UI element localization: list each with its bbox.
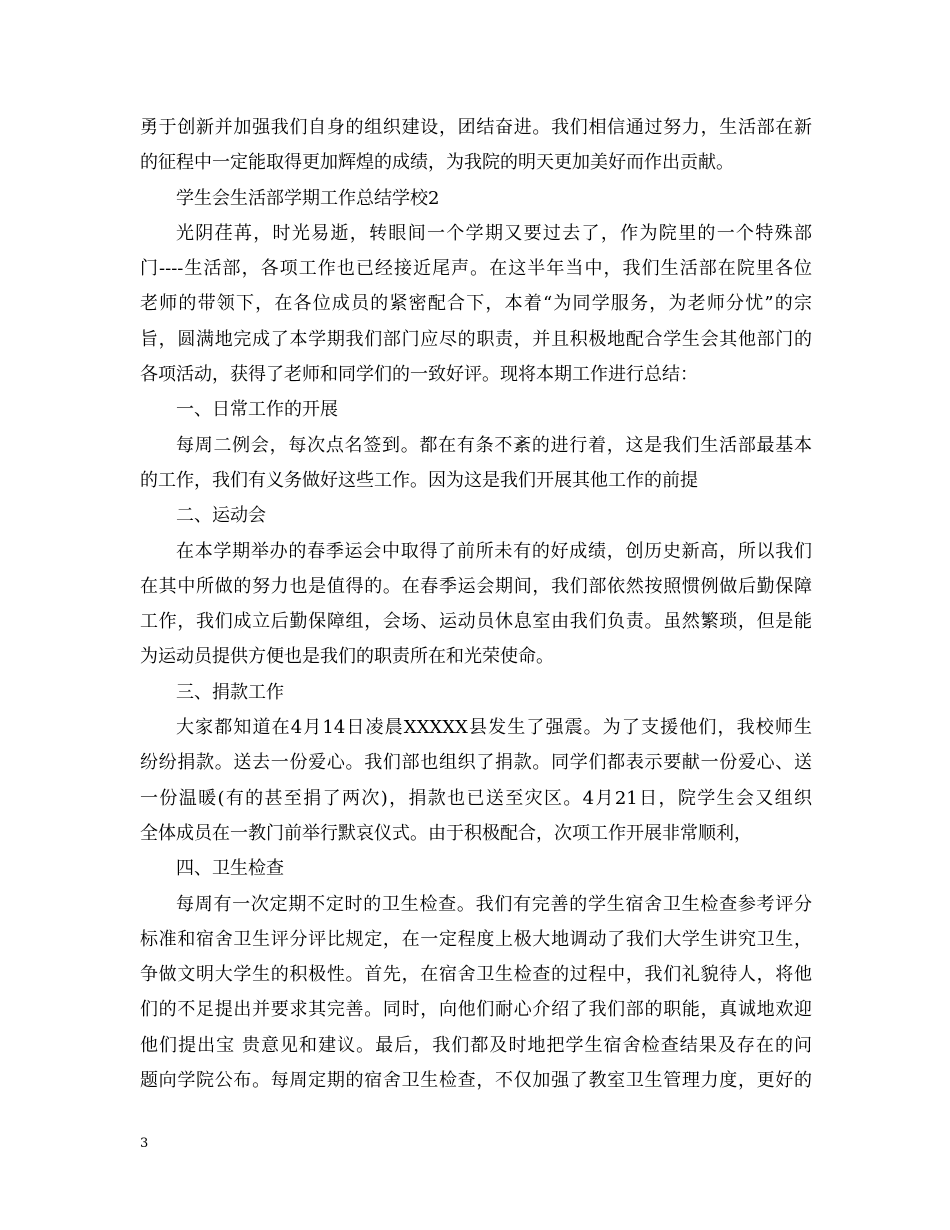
text-line: 全体成员在一教门前举行默哀仪式。由于积极配合，次项工作开展非常顺利， (140, 822, 752, 844)
text-line: 的工作，我们有义务做好这些工作。因为这是我们开展其他工作的前提 (140, 469, 698, 491)
text-line: 每周有一次定期不定时的卫生检查。我们有完善的学生宿舍卫生检查参考评分 (176, 893, 812, 915)
text-line: 光阴荏苒，时光易逝，转眼间一个学期又要过去了，作为院里的一个特殊部 (176, 222, 812, 244)
text-line: 旨，圆满地完成了本学期我们部门应尽的职责，并且积极地配合学生会其他部门的 (140, 328, 812, 350)
text-line: 在其中所做的努力也是值得的。在春季运会期间，我们部依然按照惯例做后勤保障 (140, 575, 812, 597)
text-line: 题向学院公布。每周定期的宿舍卫生检查，不仅加强了教室卫生管理力度，更好的 (140, 1070, 812, 1092)
text-line: 大家都知道在4月14日凌晨XXXXX县发生了强震。为了支援他们，我校师生 (176, 717, 812, 739)
page-number: 3 (140, 1136, 149, 1151)
text-line: 的征程中一定能取得更加辉煌的成绩，为我院的明天更加美好而作出贡献。 (140, 152, 734, 174)
text-line: 一、日常工作的开展 (176, 399, 338, 421)
text-line: 工作，我们成立后勤保障组，会场、运动员休息室由我们负责。虽然繁琐，但是能 (140, 611, 812, 633)
document-body (140, 110, 812, 1098)
text-line: 为运动员提供方便也是我们的职责所在和光荣使命。 (140, 646, 554, 668)
text-line: 他们提出宝 贵意见和建议。最后，我们都及时地把学生宿舍检查结果及存在的问 (140, 1034, 812, 1056)
text-line: 们的不足提出并要求其完善。同时，向他们耐心介绍了我们部的职能，真诚地欢迎 (140, 999, 812, 1021)
text-line: 老师的带领下，在各位成员的紧密配合下，本着“为同学服务，为老师分忧”的宗 (140, 293, 812, 315)
text-line: 争做文明大学生的积极性。首先，在宿舍卫生检查的过程中，我们礼貌待人，将他 (140, 964, 812, 986)
text-line: 每周二例会，每次点名签到。都在有条不紊的进行着，这是我们生活部最基本 (176, 434, 812, 456)
text-line: 纷纷捐款。送去一份爱心。我们部也组织了捐款。同学们都表示要献一份爱心、送 (140, 752, 812, 774)
text-line: 学生会生活部学期工作总结学校2 (176, 187, 440, 209)
text-line: 门----生活部，各项工作也已经接近尾声。在这半年当中，我们生活部在院里各位 (140, 258, 812, 280)
text-line: 在本学期举办的春季运会中取得了前所未有的好成绩，创历史新高，所以我们 (176, 540, 812, 562)
text-line: 一份温暖(有的甚至捐了两次)，捐款也已送至灾区。4月21日，院学生会又组织 (140, 787, 812, 809)
text-line: 标准和宿舍卫生评分评比规定，在一定程度上极大地调动了我们大学生讲究卫生， (140, 928, 812, 950)
text-line: 二、运动会 (176, 505, 266, 527)
text-line: 四、卫生检查 (176, 858, 284, 880)
text-line: 勇于创新并加强我们自身的组织建设，团结奋进。我们相信通过努力，生活部在新 (140, 117, 812, 138)
text-line: 各项活动，获得了老师和同学们的一致好评。现将本期工作进行总结： (140, 364, 698, 386)
text-line: 三、捐款工作 (176, 681, 284, 703)
